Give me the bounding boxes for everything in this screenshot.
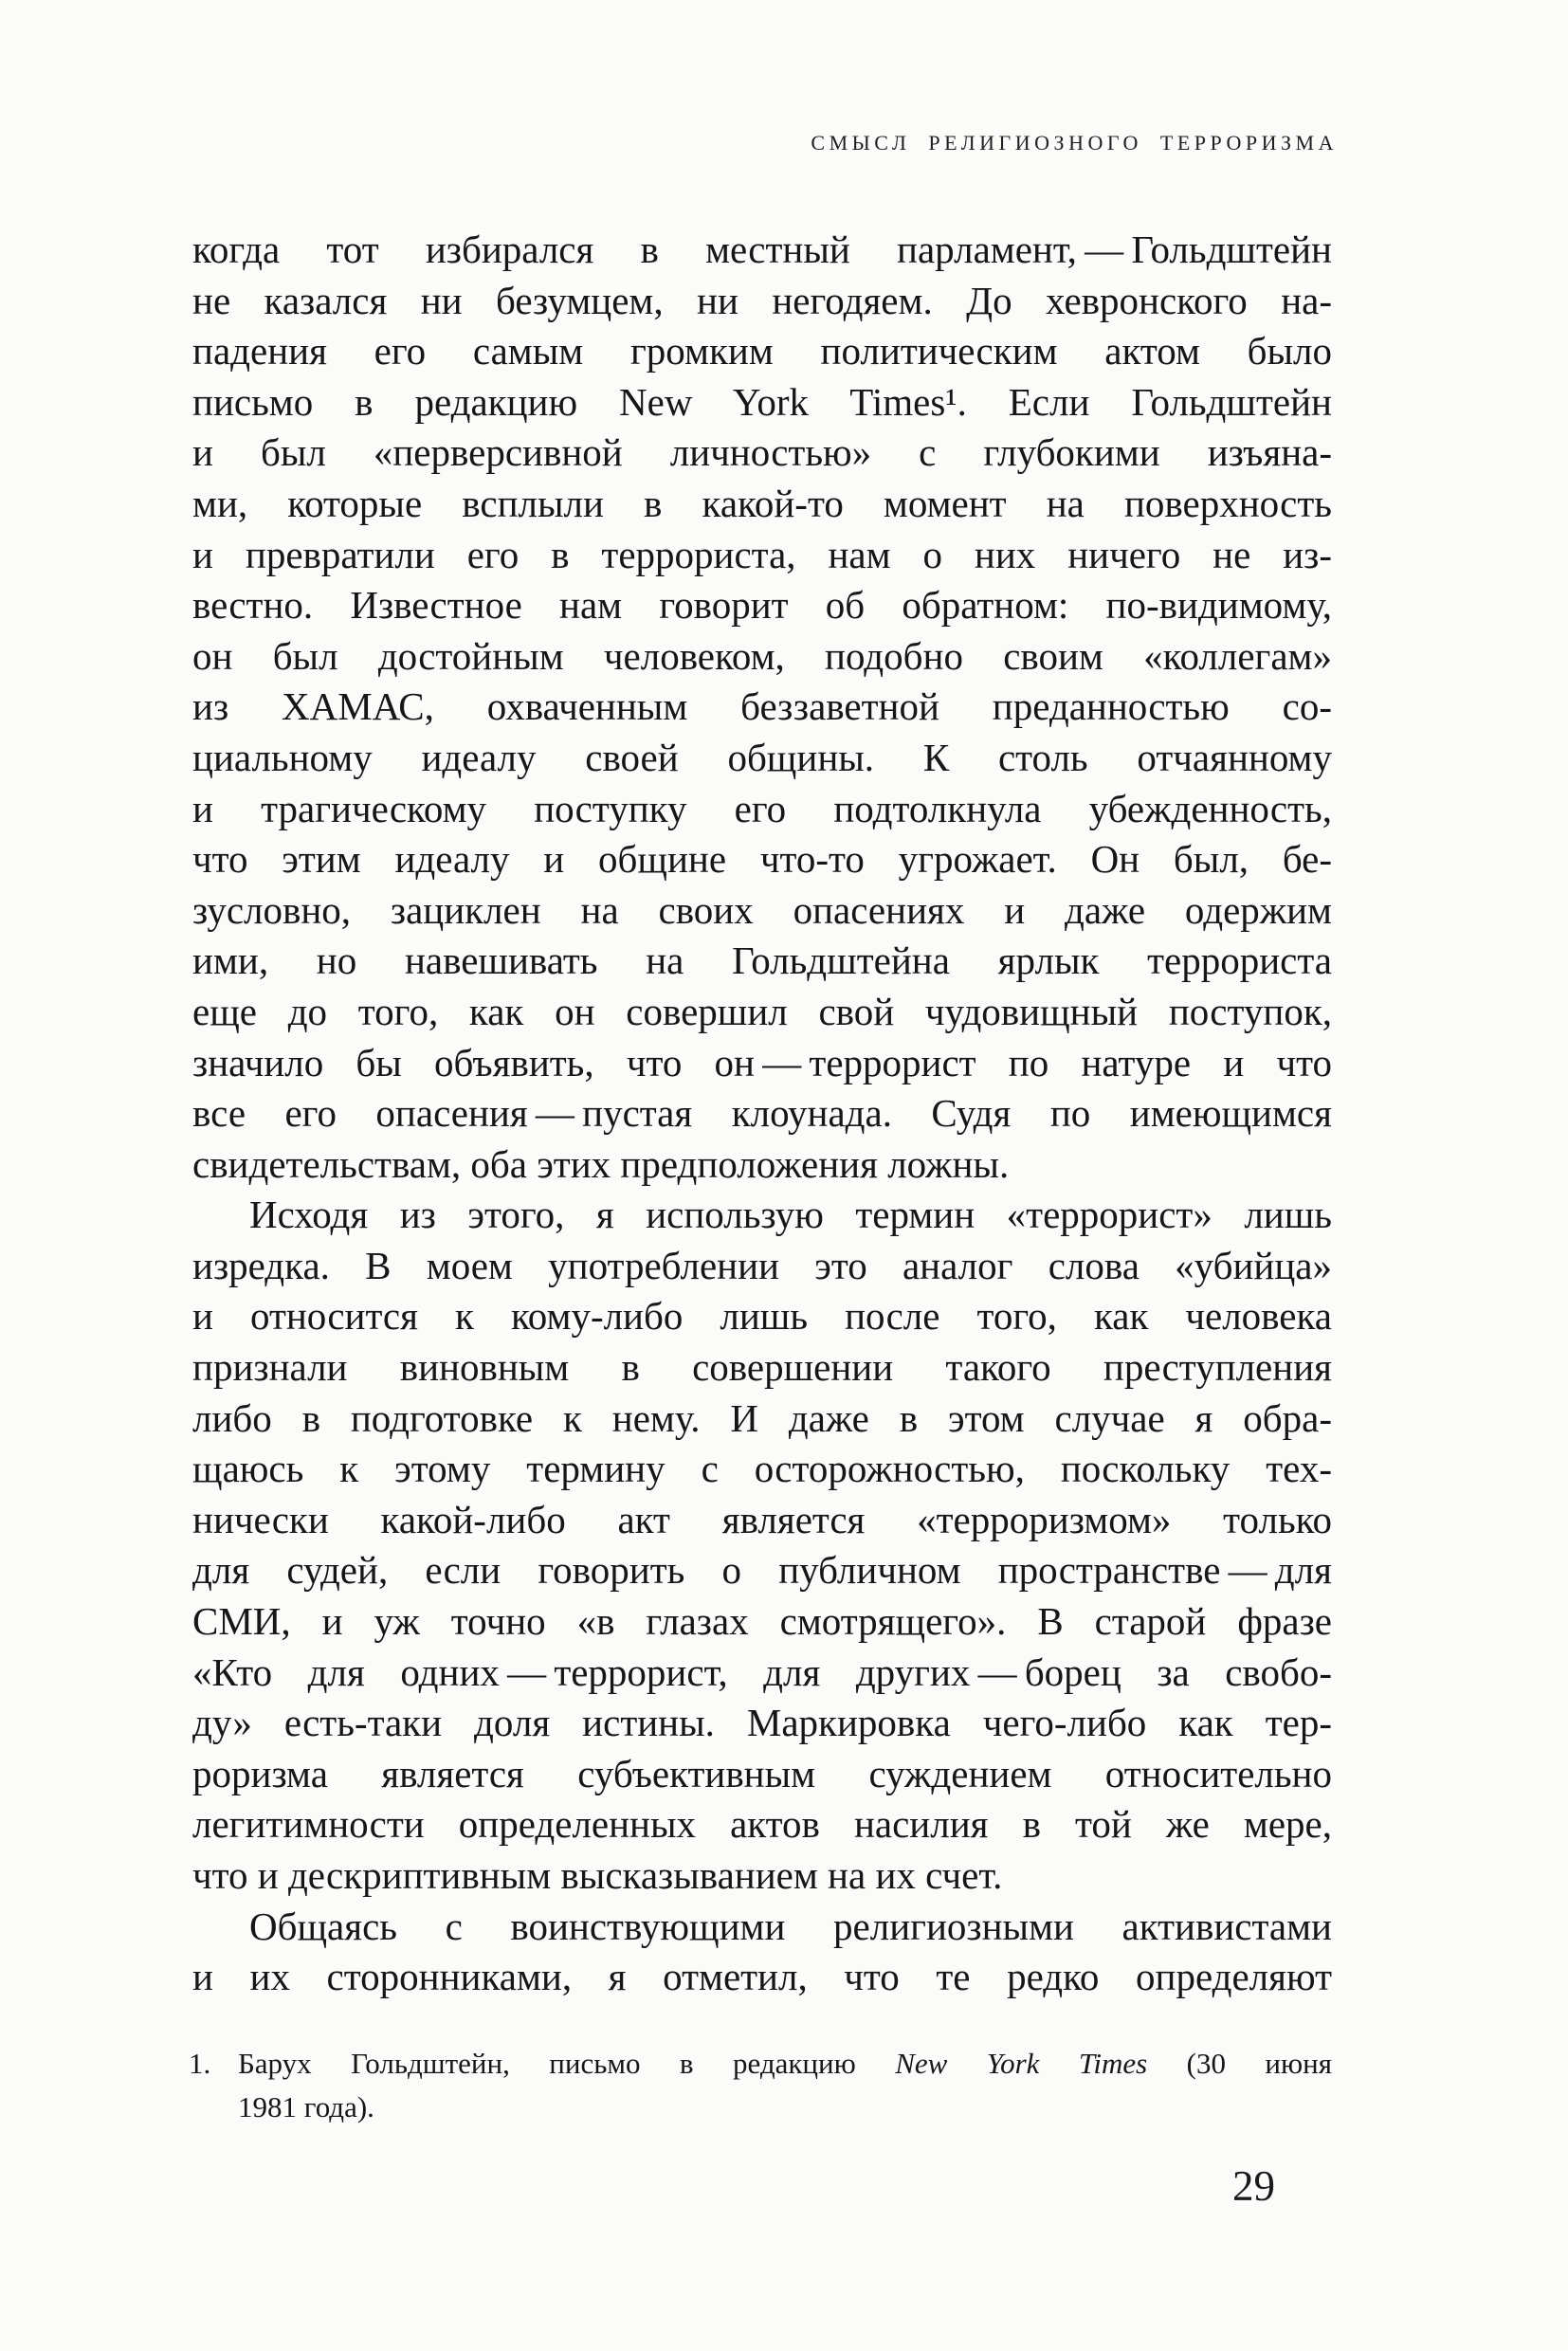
body-line: что этим идеалу и общине что-то угрожает. Он был, бе-	[192, 837, 1332, 882]
paragraph	[192, 1902, 1332, 2003]
body-line: признали виновным в совершении такого преступления	[192, 1345, 1332, 1390]
body-line: либо в подготовке к нему. И даже в этом случае я обра-	[192, 1395, 1332, 1440]
footnote-line	[238, 2086, 1332, 2129]
footnote-text: 1981 года).	[238, 2090, 374, 2123]
body-line: из ХАМАС, охваченным беззаветной преданностью со-	[192, 684, 1332, 729]
body-line: он был достойным человеком, подобно своим «коллегам»	[192, 633, 1332, 678]
body-line: СМИ, и уж точно «в глазах смотрящего». В старой фразе	[192, 1599, 1332, 1644]
footnote-body	[189, 2042, 1333, 2129]
footnote-text: (30 июня	[1147, 2047, 1333, 2080]
body-line: Исходя из этого, я использую термин «террорист» лишь	[249, 1193, 1332, 1237]
body-line: нически какой-либо акт является «терроризмом» только	[192, 1497, 1332, 1541]
footnote-marker: 1.	[189, 2047, 211, 2080]
footnote-line	[238, 2042, 1332, 2086]
paragraph	[192, 1190, 1332, 1901]
body-line: и превратили его в террориста, нам о них ничего не из-	[192, 532, 1332, 576]
running-head: СМЫСЛ РЕЛИГИОЗНОГО ТЕРРОРИЗМА	[811, 131, 1338, 155]
body-line: свидетельствам, оба этих предположения ложны.	[192, 1141, 1010, 1186]
body-line: письмо в редакцию New York Times¹. Если Гольдштейн	[192, 379, 1332, 424]
body-line: падения его самым громким политическим актом было	[192, 329, 1332, 374]
paragraph	[192, 225, 1332, 1190]
body-line: еще до того, как он совершил свой чудовищный поступок,	[192, 989, 1332, 1033]
body-line: и трагическому поступку его подтолкнула убежденность,	[192, 786, 1332, 830]
body-line: изредка. В моем употреблении это аналог слова «убийца»	[192, 1243, 1332, 1287]
body-line: «Кто для одних — террорист, для других — борец за свобо-	[192, 1649, 1332, 1694]
body-line: когда тот избирался в местный парламент, — Гольдштейн	[192, 228, 1332, 271]
body-line: и был «перверсивной личностью» с глубокими изъяна-	[192, 430, 1332, 475]
body-line: зусловно, зациклен на своих опасениях и даже одержим	[192, 887, 1332, 932]
body-line: роризма является субъективным суждением относительно	[192, 1751, 1332, 1795]
body-line: ими, но навешивать на Гольдштейна ярлык террориста	[192, 939, 1332, 983]
body-text	[192, 225, 1332, 2003]
body-line: Общаясь с воинствующими религиозными активистами	[249, 1904, 1332, 1948]
body-line: не казался ни безумцем, ни негодяем. До хевронского на-	[192, 278, 1332, 322]
body-line: все его опасения — пустая клоунада. Судя по имеющимся	[192, 1091, 1332, 1136]
body-line: циальному идеалу своей общины. К столь отчаянному	[192, 735, 1332, 779]
body-line: вестно. Известное нам говорит об обратном: по-видимому,	[192, 583, 1332, 628]
body-line: и относится к кому-либо лишь после того, как человека	[192, 1294, 1332, 1339]
footnote-lines	[238, 2042, 1332, 2129]
body-line: ми, которые всплыли в какой-то момент на поверхность	[192, 481, 1332, 525]
footnote	[189, 2042, 1333, 2129]
body-line: легитимности определенных актов насилия в той же мере,	[192, 1802, 1332, 1847]
body-line: значило бы объявить, что он — террорист по натуре и что	[192, 1040, 1332, 1084]
body-line: и их сторонниками, я отметил, что те редко определяют	[192, 1955, 1332, 1999]
footnote-text: Барух Гольдштейн, письмо в редакцию	[238, 2047, 896, 2080]
page-number: 29	[1232, 2162, 1275, 2210]
body-line: ду» есть-таки доля истины. Маркировка чего-либо как тер-	[192, 1701, 1332, 1745]
body-line: что и дескриптивным высказыванием на их счет.	[192, 1853, 1003, 1897]
footnote-italic-text: New York Times	[895, 2047, 1148, 2080]
body-line: щаюсь к этому термину с осторожностью, поскольку тех-	[192, 1447, 1332, 1491]
body-line: для судей, если говорить о публичном пространстве — для	[192, 1548, 1332, 1593]
